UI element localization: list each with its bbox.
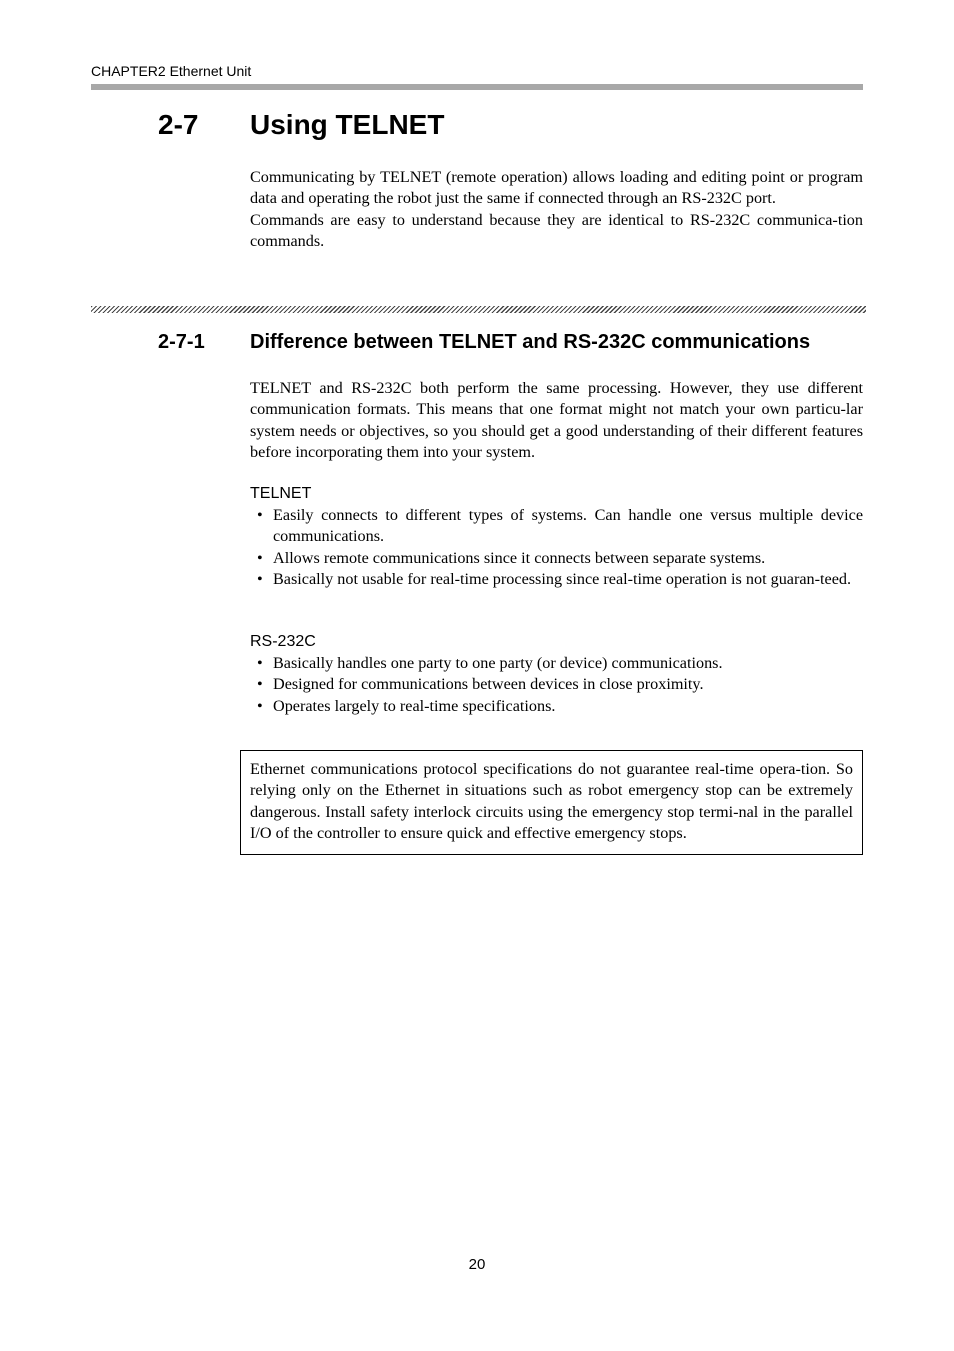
list-item: • Allows remote communications since it connects between separate systems. xyxy=(250,548,863,569)
warning-box: Ethernet communications protocol specifications do not guarantee real-time opera-tion. So relying only on the Ethernet in situations such as robot emergency stop can be extremely dangerous. Install safety interlock circuits using the emergency stop termi-nal in the parallel I/O of the controller to ensure quick and effective emergency stops. xyxy=(240,750,863,855)
section-number: 2-7 xyxy=(158,109,199,140)
telnet-feature-list xyxy=(250,505,863,591)
subsection-intro-paragraph: TELNET and RS-232C both perform the same processing. However, they use different communication formats. This means that one format might not match your own particu-lar system needs or objectives, so you should get a good understanding of their different features before incorporating them into your system. xyxy=(250,379,863,462)
list-item: • Basically handles one party to one party (or device) communications. xyxy=(250,653,863,674)
page-number: 20 xyxy=(468,1256,486,1273)
section-intro xyxy=(250,167,863,253)
list-item: • Easily connects to different types of systems. Can handle one versus multiple device communications. xyxy=(250,505,863,548)
section-intro-paragraph-1: Communicating by TELNET (remote operation) allows loading and editing point or program data and operating the robot just the same if connected through an RS-232C port. xyxy=(250,168,863,208)
section-intro-paragraph-2: Commands are easy to understand because they are identical to RS-232C communica-tion commands. xyxy=(250,210,863,251)
subsection-title: Difference between TELNET and RS-232C communications xyxy=(250,331,811,353)
section-divider xyxy=(91,306,866,313)
chapter-header: CHAPTER2 Ethernet Unit xyxy=(91,63,252,79)
rs232c-feature-list xyxy=(250,653,863,717)
subsection-intro xyxy=(250,378,863,464)
section-title: Using TELNET xyxy=(250,109,445,140)
rs232c-label: RS-232C xyxy=(250,633,316,650)
subsection-number: 2-7-1 xyxy=(158,331,205,353)
telnet-label: TELNET xyxy=(250,485,312,502)
list-item: • Operates largely to real-time specifications. xyxy=(250,696,863,717)
list-item: • Basically not usable for real-time processing since real-time operation is not guaran-teed. xyxy=(250,569,863,590)
list-item: • Designed for communications between devices in close proximity. xyxy=(250,674,863,695)
header-rule xyxy=(91,84,863,90)
